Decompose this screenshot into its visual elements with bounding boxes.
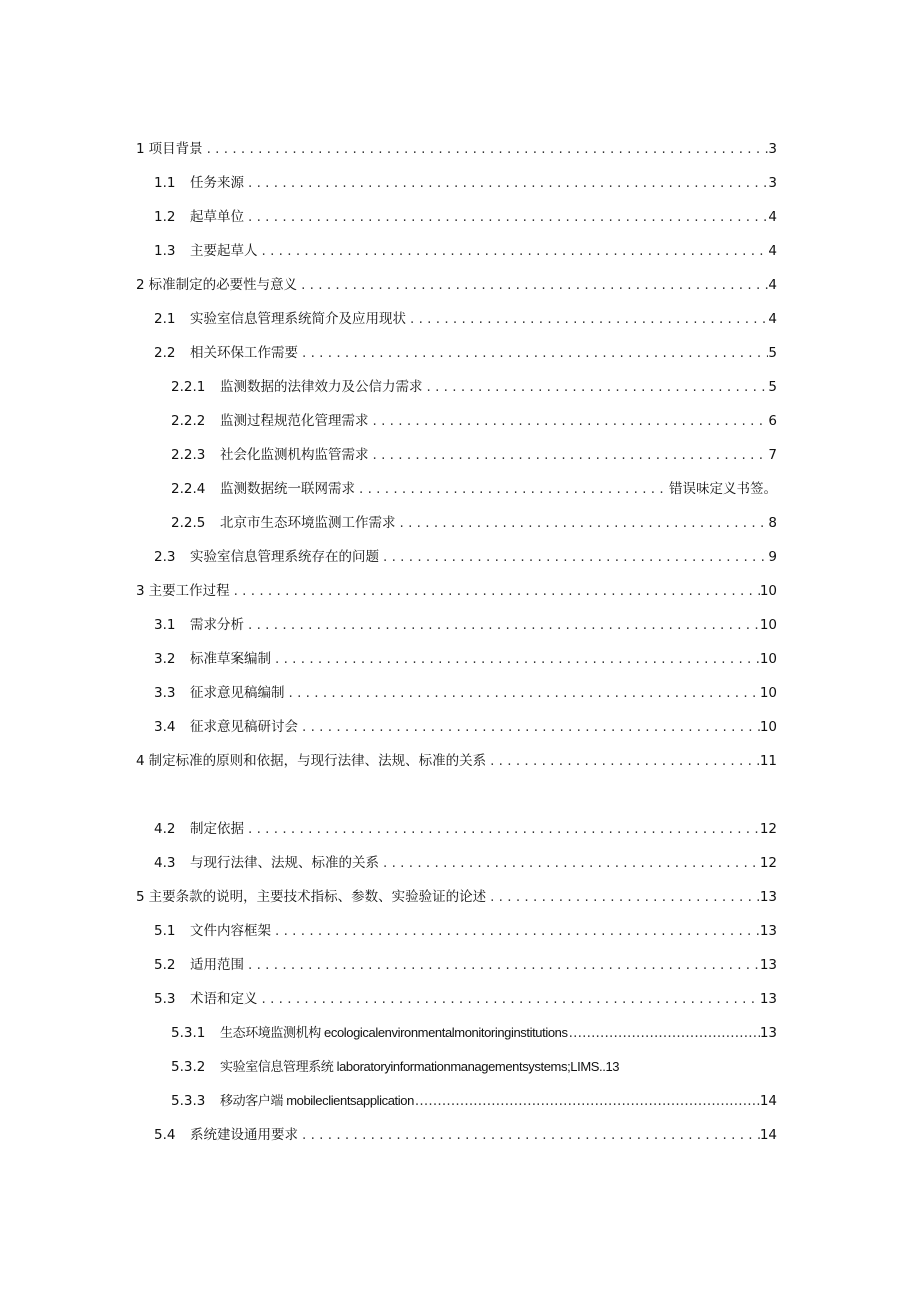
toc-entry-2-3[interactable]: [154, 547, 777, 567]
toc-page: 9: [768, 549, 777, 565]
toc-entry-2[interactable]: [136, 275, 777, 295]
toc-number: 2.2: [154, 345, 176, 361]
toc-number: 3.1: [154, 617, 176, 633]
toc-entry-1-1[interactable]: [154, 173, 777, 193]
toc-leader: [258, 989, 760, 1009]
toc-page: 3: [768, 175, 777, 191]
toc-number: 1: [136, 141, 145, 157]
toc-number: 3.3: [154, 685, 176, 701]
toc-leader: [244, 207, 768, 227]
toc-page: 4: [768, 311, 777, 327]
toc-page: 8: [768, 515, 777, 531]
toc-page: 12: [759, 855, 777, 871]
toc-entry-3-2[interactable]: [154, 649, 777, 669]
toc-title: 征求意见稿编制: [190, 685, 285, 701]
toc-number: 2.2.1: [171, 379, 206, 395]
toc-number: 1.3: [154, 243, 176, 259]
toc-entry-2-1[interactable]: [154, 309, 777, 329]
toc-entry-4-2[interactable]: [154, 819, 777, 839]
toc-number: 5.4: [154, 1127, 176, 1143]
toc-leader: [298, 1125, 760, 1145]
toc-page: 10: [759, 719, 777, 735]
toc-page: 10: [759, 583, 777, 599]
toc-title: 实验室信息管理系统 laboratoryinformationmanagementsystems;LIMS..13: [220, 1059, 620, 1074]
toc-page: 14: [759, 1127, 777, 1143]
toc-title: 制定标准的原则和依据，与现行法律、法规、标准的关系: [148, 753, 487, 769]
toc-entry-3-4[interactable]: [154, 717, 777, 737]
toc-title: 社会化监测机构监管需求: [220, 447, 369, 463]
toc-entry-1-3[interactable]: [154, 241, 777, 261]
toc-number: 4.3: [154, 855, 176, 871]
toc-page: 10: [759, 685, 777, 701]
toc-title: 主要条款的说明，主要技术指标、参数、实验验证的论述: [148, 889, 487, 905]
toc-number: 1.2: [154, 209, 176, 225]
toc-title: 标准草案编制: [190, 651, 271, 667]
toc-page: 12: [759, 821, 777, 837]
toc-leader: [369, 411, 769, 431]
toc-page: 14: [759, 1093, 777, 1109]
toc-title: 任务来源: [190, 175, 244, 191]
toc-title: 移动客户端 mobileclientsapplication: [220, 1093, 414, 1108]
toc-entry-2-2-3[interactable]: [171, 445, 777, 465]
toc-number: 2.2.4: [171, 481, 206, 497]
toc-title: 系统建设通用要求: [190, 1127, 298, 1143]
toc-entry-5-4[interactable]: [154, 1125, 777, 1145]
toc-title: 主要起草人: [190, 243, 258, 259]
toc-leader: [486, 751, 760, 771]
toc-leader: [355, 479, 669, 499]
toc-leader: [244, 615, 760, 635]
toc-number: 4.2: [154, 821, 176, 837]
toc-entry-3-1[interactable]: [154, 615, 777, 635]
toc-entry-3[interactable]: [136, 581, 777, 601]
toc-leader: [297, 275, 768, 295]
toc-page: 5: [768, 379, 777, 395]
toc-page: 3: [768, 141, 777, 157]
toc-entry-5[interactable]: [136, 887, 777, 907]
toc-leader: [244, 955, 760, 975]
toc-title: 适用范围: [190, 957, 244, 973]
toc-page-error: 错误味定义书签。: [669, 481, 777, 497]
toc-leader: [244, 173, 768, 193]
toc-title: 术语和定义: [190, 991, 258, 1007]
toc-leader: [244, 819, 760, 839]
toc-number: 5.1: [154, 923, 176, 939]
toc-title: 实验室信息管理系统存在的问题: [190, 549, 379, 565]
toc-entry-2-2-4[interactable]: [171, 479, 777, 499]
toc-title: 生态环境监测机构 ecologicalenvironmentalmonitoringinstitutions: [220, 1025, 568, 1040]
toc-page: 11: [759, 753, 777, 769]
toc-title: 征求意见稿研讨会: [190, 719, 298, 735]
toc-title: 需求分析: [190, 617, 244, 633]
toc-title: 起草单位: [190, 209, 244, 225]
toc-leader: [379, 547, 768, 567]
toc-leader: [298, 717, 760, 737]
toc-number: 5.3.2: [171, 1059, 206, 1075]
toc-number: 2: [136, 277, 145, 293]
toc-entry-4[interactable]: [136, 751, 777, 771]
toc-entry-5-3-2[interactable]: [171, 1057, 777, 1077]
toc-page: 7: [768, 447, 777, 463]
toc-page: 5: [768, 345, 777, 361]
toc-leader: [396, 513, 769, 533]
toc-page: 13: [759, 1025, 777, 1041]
toc-leader: [406, 309, 768, 329]
toc-leader: [486, 887, 760, 907]
toc-page: 10: [759, 617, 777, 633]
toc-entry-5-3-1[interactable]: [171, 1023, 777, 1043]
toc-title: 文件内容框架: [190, 923, 271, 939]
toc-entry-5-3-3[interactable]: [171, 1091, 777, 1111]
toc-number: 2.3: [154, 549, 176, 565]
toc-number: 5.3.3: [171, 1093, 206, 1109]
toc-page: 4: [768, 277, 777, 293]
toc-page: 13: [759, 889, 777, 905]
toc-page: 4: [768, 209, 777, 225]
toc-leader: [568, 1023, 760, 1043]
toc-entry-4-3[interactable]: [154, 853, 777, 873]
toc-leader: [271, 921, 760, 941]
toc-leader: [230, 581, 760, 601]
toc-number: 5.2: [154, 957, 176, 973]
toc-leader: [369, 445, 769, 465]
toc-entry-2-2-5[interactable]: [171, 513, 777, 533]
toc-title: 标准制定的必要性与意义: [148, 277, 298, 293]
toc-number: 1.1: [154, 175, 176, 191]
toc-title: 监测数据的法律效力及公信力需求: [220, 379, 423, 395]
toc-number: 5.3: [154, 991, 176, 1007]
toc-number: 2.2.3: [171, 447, 206, 463]
toc-leader: [203, 139, 769, 159]
toc-page: 13: [759, 923, 777, 939]
toc-leader: [285, 683, 760, 703]
toc-leader: [298, 343, 768, 363]
toc-number: 2.2.5: [171, 515, 206, 531]
toc-entry-5-1[interactable]: [154, 921, 777, 941]
toc-page: 13: [759, 991, 777, 1007]
toc-entry-2-2-2[interactable]: [171, 411, 777, 431]
toc-entry-2-2[interactable]: [154, 343, 777, 363]
toc-title: 北京市生态环境监测工作需求: [220, 515, 396, 531]
toc-title: 实验室信息管理系统简介及应用现状: [190, 311, 406, 327]
toc-title: 主要工作过程: [148, 583, 230, 599]
toc-number: 3: [136, 583, 145, 599]
toc-entry-5-2[interactable]: [154, 955, 777, 975]
toc-leader: [258, 241, 769, 261]
toc-entry-5-3[interactable]: [154, 989, 777, 1009]
toc-entry-3-3[interactable]: [154, 683, 777, 703]
toc-leader: [423, 377, 769, 397]
toc-number: 4: [136, 753, 145, 769]
toc-title: 监测数据统一联网需求: [220, 481, 355, 497]
toc-number: 5.3.1: [171, 1025, 206, 1041]
toc-entry-1[interactable]: [136, 139, 777, 159]
toc-leader: [271, 649, 760, 669]
toc-page: 4: [768, 243, 777, 259]
toc-number: 5: [136, 889, 145, 905]
toc-leader: [379, 853, 760, 873]
toc-number: 2.2.2: [171, 413, 206, 429]
toc-title: 相关环保工作需要: [190, 345, 298, 361]
toc-entry-2-2-1[interactable]: [171, 377, 777, 397]
toc-number: 3.2: [154, 651, 176, 667]
toc-number: 2.1: [154, 311, 176, 327]
toc-number: 3.4: [154, 719, 176, 735]
toc-title: 与现行法律、法规、标准的关系: [190, 855, 379, 871]
toc-leader: [414, 1091, 760, 1111]
toc-page: 6: [768, 413, 777, 429]
toc-title: 监测过程规范化管理需求: [220, 413, 369, 429]
toc-title: 制定依据: [190, 821, 244, 837]
toc-entry-1-2[interactable]: [154, 207, 777, 227]
toc-title: 项目背景: [148, 141, 203, 157]
toc-page: 10: [759, 651, 777, 667]
toc-page: 13: [759, 957, 777, 973]
